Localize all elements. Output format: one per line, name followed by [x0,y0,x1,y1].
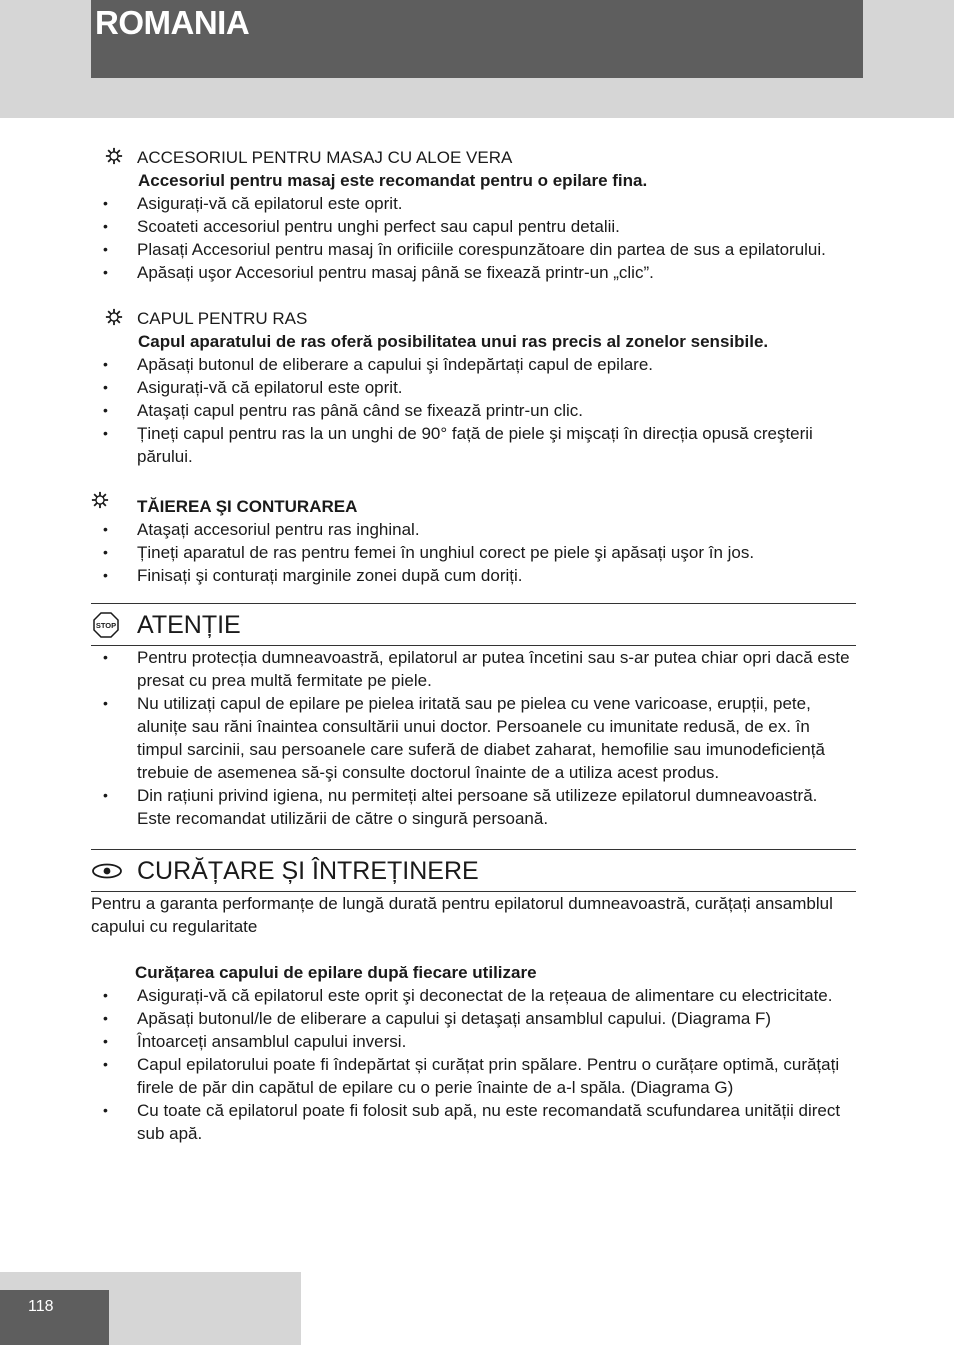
list-item: • Nu utilizați capul de epilare pe pielea iritată sau pe pielea cu vene varicoase, erupții, pete, alunițe sau răni înaintea consultării unui doctor. Persoanele cu imunitate redusă, de ex. în timpul sarcinii, sau persoanele care suferă de diabet zaharat, hemofilie sau imunodeficiență trebuie de asemenea să-şi consulte doctorul înainte de a utiliza acest produs. [91,692,856,784]
section-atentie [91,603,856,830]
list-item: • Din rațiuni privind igiena, nu permiteți altei persoane să utilizeze epilatorul dumneavoastră. Este recomandat utilizării de către o singură persoană. [91,784,856,830]
section-taiere-title [91,495,856,518]
eye-icon [91,863,123,879]
list-item: • Cu toate că epilatorul poate fi folosit sub apă, nu este recomandată scufundarea unității direct sub apă. [91,1099,856,1145]
section-aloe-title-text: ACCESORIUL PENTRU MASAJ CU ALOE VERA [137,148,513,167]
section-taiere-title-text: TĂIEREA ŞI CONTURAREA [137,497,358,516]
list-item: • Asigurați-vă că epilatorul este oprit. [91,192,856,215]
section-aloe [91,146,856,284]
list-item: • Pentru protecția dumneavoastră, epilatorul ar putea încetini sau s-ar putea chiar opri dacă este presat cu prea multă fermitate pe piele. [91,646,856,692]
section-ras [91,307,856,468]
list-item: • Apăsați butonul/le de eliberare a capului şi detaşați ansamblul capului. (Diagrama F) [91,1007,856,1030]
section-atentie-title: ATENȚIE [137,610,241,639]
list-item: • Asigurați-vă că epilatorul este oprit şi deconectat de la rețeaua de alimentare cu electricitate. [91,984,856,1007]
section-aloe-list [91,192,856,284]
list-item: • Ataşați accesoriul pentru ras inghinal. [91,518,856,541]
page-content [91,146,856,1145]
section-taiere-list [91,518,856,587]
section-ras-title-text: CAPUL PENTRU RAS [137,309,308,328]
list-item: • Întoarceți ansamblul capului inversi. [91,1030,856,1053]
sun-icon [105,308,123,326]
list-item: • Scoateti accesoriul pentru unghi perfect sau capul pentru detalii. [91,215,856,238]
list-item: • Țineți aparatul de ras pentru femei în unghiul corect pe piele şi apăsați uşor în jos. [91,541,856,564]
section-curatare [91,849,856,1145]
list-item: • Țineți capul pentru ras la un unghi de 90° față de piele şi mişcați în direcția opusă creşterii părului. [91,422,856,468]
sun-icon [105,147,123,165]
footer-box [0,1290,109,1345]
sun-icon [91,491,109,509]
section-ras-list [91,353,856,468]
list-item: • Asigurați-vă că epilatorul este oprit. [91,376,856,399]
list-item: • Capul epilatorului poate fi îndepărtat și curățat prin spălare. Pentru o curățare optimă, curățați firele de păr din capătul de epilare cu o perie înainte de a-l spăla. (Diagrama G) [91,1053,856,1099]
section-aloe-title [91,146,856,169]
section-atentie-header [91,604,856,645]
list-item: • Ataşați capul pentru ras până când se fixează printr-un clic. [91,399,856,422]
list-item: • Apăsați uşor Accesoriul pentru masaj până se fixează printr-un „clic”. [91,261,856,284]
list-item: • Plasați Accesoriul pentru masaj în orificiile corespunzătoare din partea de sus a epilatorului. [91,238,856,261]
stop-icon-label: STOP [95,620,117,630]
section-curatare-header [91,850,856,891]
section-curatare-title: CURĂȚARE ȘI ÎNTREȚINERE [137,856,479,885]
page-number: 118 [28,1298,54,1315]
section-curatare-subhead: Curățarea capului de epilare după fiecare utilizare [135,963,537,982]
section-ras-title [91,307,856,330]
section-curatare-list [91,984,856,1145]
list-item: • Apăsați butonul de eliberare a capului şi îndepărtați capul de epilare. [91,353,856,376]
section-atentie-list [91,646,856,830]
list-item: • Finisați şi conturați marginile zonei după cum doriți. [91,564,856,587]
section-curatare-intro: Pentru a garanta performanțe de lungă durată pentru epilatorul dumneavoastră, curățați ansamblul capului cu regularitate [91,894,833,936]
section-aloe-subtitle: Accesoriul pentru masaj este recomandat pentru o epilare fina. [138,171,648,190]
section-ras-subtitle: Capul aparatului de ras oferă posibilitatea unui ras precis al zonelor sensibile. [138,332,769,351]
header-box [91,0,863,78]
section-taiere [91,495,856,587]
page-title: ROMANIA [95,4,250,41]
stop-icon [93,612,119,638]
